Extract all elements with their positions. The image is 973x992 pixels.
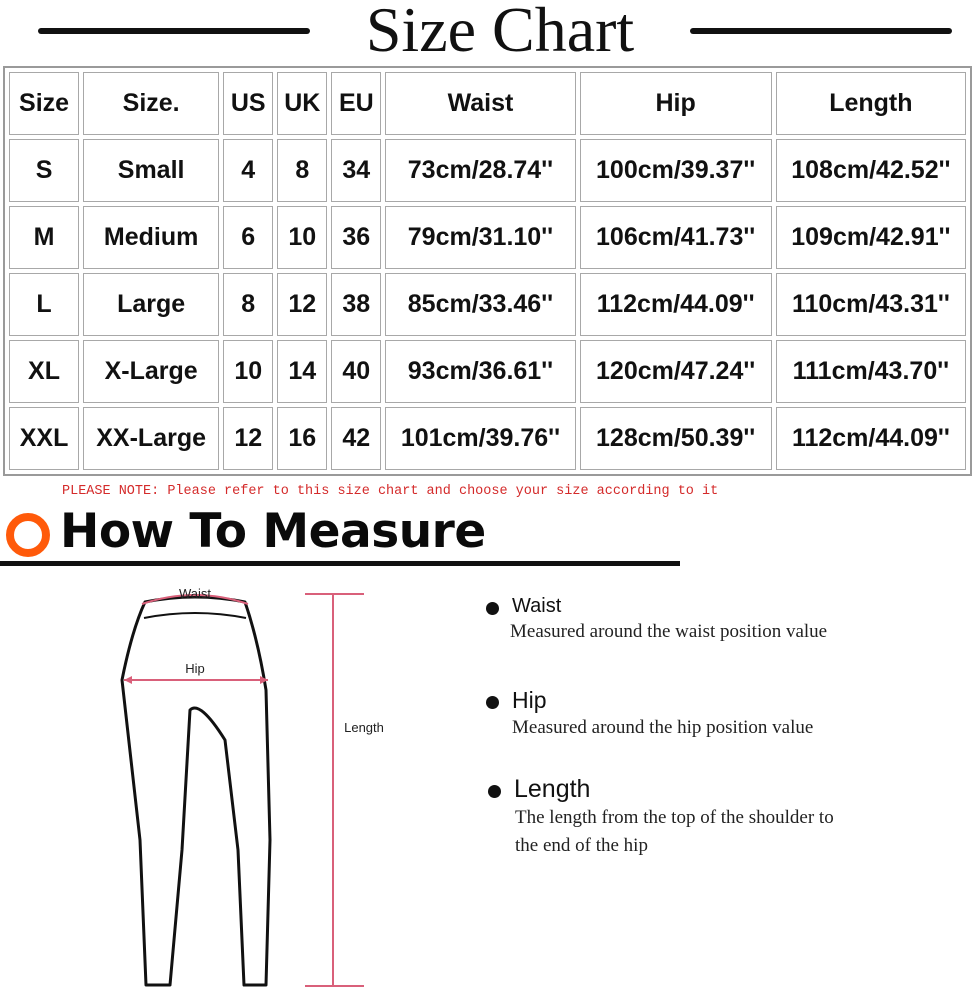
header-cell: Size: [9, 72, 79, 135]
table-cell: XL: [9, 340, 79, 403]
table-row: [9, 273, 966, 336]
pants-outline: [122, 597, 270, 985]
table-cell: 100cm/39.37'': [580, 139, 772, 202]
pants-diagram: [100, 580, 420, 992]
page-title: Size Chart: [365, 0, 635, 65]
table-cell: 34: [331, 139, 381, 202]
header-cell: UK: [277, 72, 327, 135]
measure-name: Waist: [512, 595, 562, 617]
table-cell: 8: [223, 273, 273, 336]
measure-name: Hip: [512, 687, 547, 713]
how-to-measure-title: How To Measure: [60, 504, 486, 559]
table-cell: 40: [331, 340, 381, 403]
circle-icon: [6, 513, 50, 557]
header-cell: Length: [776, 72, 966, 135]
size-table: [3, 66, 972, 476]
title-rule-left: [38, 28, 310, 34]
table-row: [9, 407, 966, 470]
measure-desc: Measured around the waist position value: [510, 621, 828, 642]
measure-item-waist: [484, 595, 827, 646]
table-cell: L: [9, 273, 79, 336]
title-rule-right: [690, 28, 952, 34]
header-cell: Hip: [580, 72, 772, 135]
waist-label: Waist: [178, 586, 212, 601]
table-row: [9, 139, 966, 202]
bullet-icon: [486, 696, 499, 709]
table-cell: 73cm/28.74'': [385, 139, 575, 202]
table-cell: Large: [83, 273, 219, 336]
table-header-row: [9, 72, 966, 135]
length-label: Length: [344, 720, 384, 735]
bullet-icon: [488, 785, 501, 798]
table-cell: XX-Large: [83, 407, 219, 470]
table-cell: 85cm/33.46'': [385, 273, 575, 336]
section-divider: [0, 561, 680, 566]
table-cell: 16: [277, 407, 327, 470]
table-cell: 6: [223, 206, 273, 269]
measure-item-length: [484, 775, 834, 860]
table-cell: 128cm/50.39'': [580, 407, 772, 470]
size-chart-header: [0, 0, 973, 64]
bullet-icon: [486, 602, 499, 615]
hip-arrow-left: [124, 676, 132, 684]
table-cell: 79cm/31.10'': [385, 206, 575, 269]
table-cell: Medium: [83, 206, 219, 269]
table-cell: Small: [83, 139, 219, 202]
table-cell: 93cm/36.61'': [385, 340, 575, 403]
table-cell: 120cm/47.24'': [580, 340, 772, 403]
table-cell: 10: [277, 206, 327, 269]
table-row: [9, 340, 966, 403]
measure-desc: Measured around the hip position value: [512, 717, 814, 738]
table-cell: 42: [331, 407, 381, 470]
table-cell: 10: [223, 340, 273, 403]
table-cell: 36: [331, 206, 381, 269]
table-cell: 110cm/43.31'': [776, 273, 966, 336]
table-cell: M: [9, 206, 79, 269]
header-cell: US: [223, 72, 273, 135]
table-cell: 38: [331, 273, 381, 336]
table-cell: 108cm/42.52'': [776, 139, 966, 202]
table-cell: 4: [223, 139, 273, 202]
table-cell: X-Large: [83, 340, 219, 403]
hip-label: Hip: [185, 661, 205, 676]
table-cell: 12: [277, 273, 327, 336]
table-cell: S: [9, 139, 79, 202]
table-cell: XXL: [9, 407, 79, 470]
table-cell: 112cm/44.09'': [776, 407, 966, 470]
table-cell: 109cm/42.91'': [776, 206, 966, 269]
table-cell: 111cm/43.70'': [776, 340, 966, 403]
header-cell: Waist: [385, 72, 575, 135]
measure-desc: The length from the top of the shoulder to: [515, 807, 834, 828]
measure-name: Length: [514, 775, 591, 803]
table-cell: 106cm/41.73'': [580, 206, 772, 269]
table-cell: 14: [277, 340, 327, 403]
header-cell: EU: [331, 72, 381, 135]
measure-desc: the end of the hip: [515, 835, 648, 856]
waistband-line: [144, 613, 246, 618]
table-cell: 12: [223, 407, 273, 470]
table-cell: 8: [277, 139, 327, 202]
size-note: PLEASE NOTE: Please refer to this size chart and choose your size according to it: [62, 484, 719, 499]
measure-item-hip: [484, 687, 813, 742]
table-row: [9, 206, 966, 269]
table-cell: 101cm/39.76'': [385, 407, 575, 470]
header-cell: Size.: [83, 72, 219, 135]
table-cell: 112cm/44.09'': [580, 273, 772, 336]
